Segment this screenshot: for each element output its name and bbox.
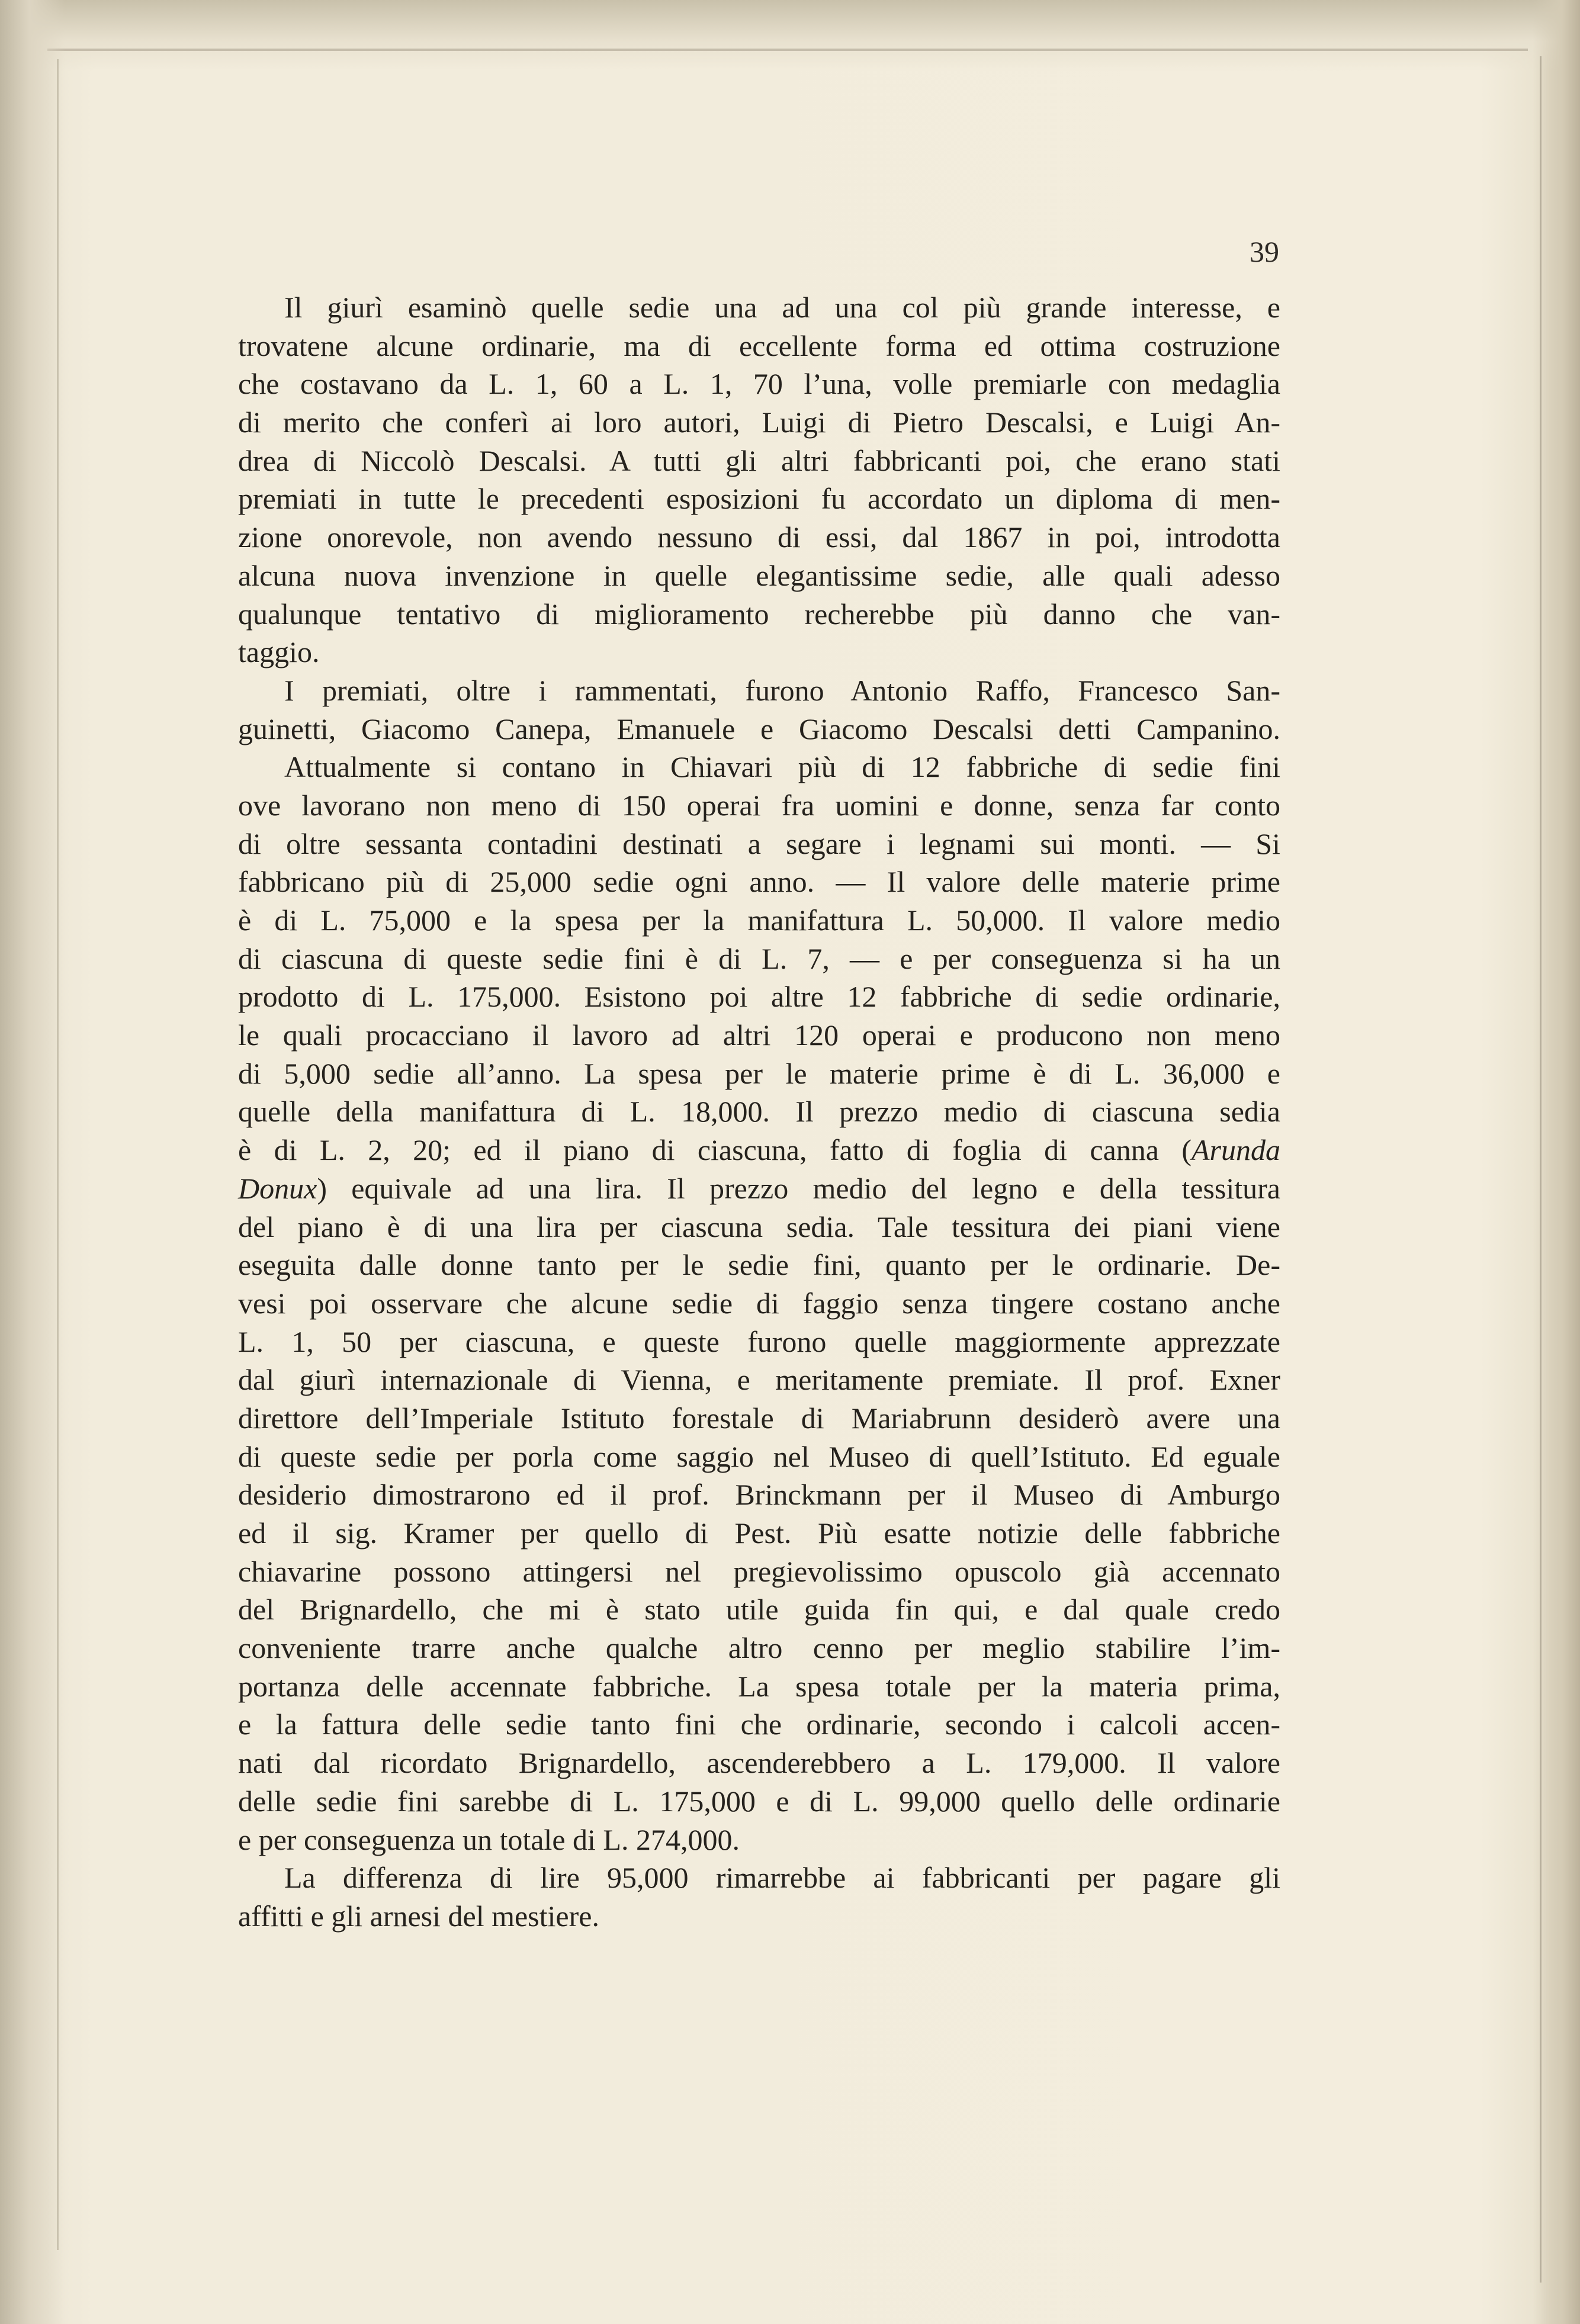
- text-line: dal giurì internazionale di Vienna, e meritamente premiate. Il prof. Exner: [238, 1363, 1280, 1397]
- italic-term: Arunda: [1192, 1133, 1280, 1167]
- page-number: 39: [1250, 235, 1279, 268]
- text-line: di merito che conferì ai loro autori, Luigi di Pietro Descalsi, e Luigi An-: [238, 406, 1280, 439]
- text-line: L. 1, 50 per ciascuna, e queste furono quelle maggiormente apprezzate: [238, 1325, 1280, 1358]
- text-line: ed il sig. Kramer per quello di Pest. Più esatte notizie delle fabbriche: [238, 1516, 1280, 1550]
- binding-shadow: [0, 0, 65, 2324]
- text-line: affitti e gli arnesi del mestiere.: [238, 1899, 599, 1933]
- binding-edge-line: [57, 59, 59, 2250]
- text-line: fabbricano più di 25,000 sedie ogni anno. — Il valore delle materie prime: [238, 865, 1280, 899]
- text-line: e la fattura delle sedie tanto fini che ordinarie, secondo i calcoli accen-: [238, 1708, 1280, 1741]
- text-line: di oltre sessanta contadini destinati a segare i legnami sui monti. — Si: [238, 827, 1280, 860]
- text-line: trovatene alcune ordinarie, ma di eccellente forma ed ottima costruzione: [238, 329, 1280, 362]
- text-line-with-italic: [238, 1131, 1280, 1169]
- text-line: del piano è di una lira per ciascuna sedia. Tale tessitura dei piani viene: [238, 1210, 1280, 1243]
- text-line: I premiati, oltre i rammentati, furono Antonio Raffo, Francesco San-: [284, 673, 1280, 707]
- page-top-shadow: [0, 0, 1580, 71]
- text-line: direttore dell’Imperiale Istituto forestale di Mariabrunn desiderò avere una: [238, 1401, 1280, 1435]
- text-line: di queste sedie per porla come saggio nel Museo di quell’Istituto. Ed eguale: [238, 1439, 1280, 1473]
- text-line: [238, 1169, 1280, 1208]
- text-line: è di L. 75,000 e la spesa per la manifattura L. 50,000. Il valore medio: [238, 904, 1280, 937]
- text-segment: ) equivale ad una lira. Il prezzo medio del legno e della tessitura: [317, 1171, 1280, 1205]
- text-line: ove lavorano non meno di 150 operai fra uomini e donne, senza far conto: [238, 788, 1280, 822]
- text-line: alcuna nuova invenzione in quelle elegantissime sedie, alle quali adesso: [238, 558, 1280, 592]
- text-line: drea di Niccolò Descalsi. A tutti gli altri fabbricanti poi, che erano stati: [238, 443, 1280, 477]
- text-line: La differenza di lire 95,000 rimarrebbe ai fabbricanti per pagare gli: [284, 1861, 1280, 1895]
- text-line: taggio.: [238, 635, 320, 669]
- italic-term-continued: Donux: [238, 1171, 317, 1205]
- text-line: le quali procacciano il lavoro ad altri 120 operai e producono non meno: [238, 1018, 1280, 1052]
- text-line: quelle della manifattura di L. 18,000. Il prezzo medio di ciascuna sedia: [238, 1095, 1280, 1129]
- text-line: premiati in tutte le precedenti esposizioni fu accordato un diploma di men-: [238, 482, 1280, 516]
- text-line: chiavarine possono attingersi nel pregievolissimo opuscolo già accennato: [238, 1554, 1280, 1588]
- text-segment: è di L. 2, 20; ed il piano di ciascuna, fatto di foglia di canna (: [238, 1133, 1192, 1167]
- text-line: che costavano da L. 1, 60 a L. 1, 70 l’una, volle premiarle con medaglia: [238, 367, 1280, 401]
- text-line: di ciascuna di queste sedie fini è di L. 7, — e per conseguenza si ha un: [238, 941, 1280, 975]
- text-line: zione onorevole, non avendo nessuno di essi, dal 1867 in poi, introdotta: [238, 520, 1280, 554]
- text-line: Attualmente si contano in Chiavari più di 12 fabbriche di sedie fini: [284, 750, 1280, 784]
- text-line: vesi poi osservare che alcune sedie di faggio senza tingere costano anche: [238, 1286, 1280, 1320]
- page-top-edge-line: [47, 49, 1528, 51]
- text-line: Il giurì esaminò quelle sedie una ad una col più grande interesse, e: [284, 291, 1280, 324]
- text-line: desiderio dimostrarono ed il prof. Brinckmann per il Museo di Amburgo: [238, 1478, 1280, 1512]
- text-line: portanza delle accennate fabbriche. La spesa totale per la materia prima,: [238, 1669, 1280, 1703]
- text-line: qualunque tentativo di miglioramento recherebbe più danno che van-: [238, 597, 1280, 631]
- text-line: guinetti, Giacomo Canepa, Emanuele e Giacomo Descalsi detti Campanino.: [238, 712, 1280, 745]
- body-text: [238, 288, 1280, 1936]
- page-right-edge-line: [1540, 56, 1542, 2283]
- text-line: di 5,000 sedie all’anno. La spesa per le materie prime è di L. 36,000 e: [238, 1056, 1280, 1090]
- text-line: delle sedie fini sarebbe di L. 175,000 e di L. 99,000 quello delle ordinarie: [238, 1784, 1280, 1818]
- text-line: e per conseguenza un totale di L. 274,000.: [238, 1822, 740, 1856]
- text-line: prodotto di L. 175,000. Esistono poi altre 12 fabbriche di sedie ordinarie,: [238, 980, 1280, 1014]
- text-line: eseguita dalle donne tanto per le sedie fini, quanto per le ordinarie. De-: [238, 1248, 1280, 1282]
- text-line: nati dal ricordato Brignardello, ascenderebbero a L. 179,000. Il valore: [238, 1746, 1280, 1780]
- text-line: del Brignardello, che mi è stato utile guida fin qui, e dal quale credo: [238, 1593, 1280, 1627]
- text-line: conveniente trarre anche qualche altro cenno per meglio stabilire l’im-: [238, 1631, 1280, 1665]
